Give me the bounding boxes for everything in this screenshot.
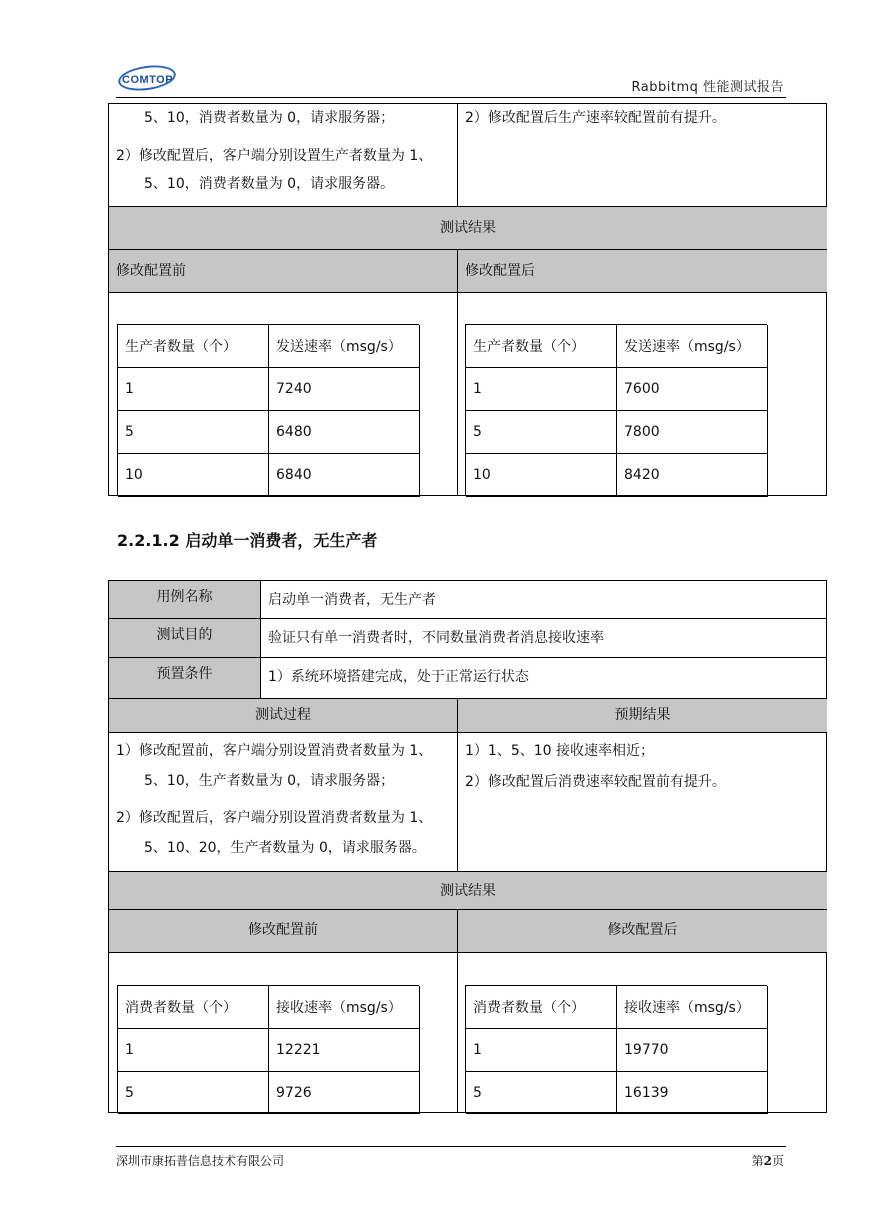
expected-line: 2）修改配置后生产速率较配置前有提升。 bbox=[465, 110, 726, 126]
page-number: 2 bbox=[763, 1154, 772, 1168]
table-cell: 1 bbox=[118, 1029, 269, 1072]
before-rate-table bbox=[117, 324, 419, 496]
result-header: 测试结果 bbox=[109, 207, 827, 250]
process-cell bbox=[109, 104, 458, 207]
page-suffix: 页 bbox=[771, 1154, 784, 1168]
process-line: 5、10，生产者数量为 0，请求服务器； bbox=[144, 773, 395, 789]
report-title: Rabbitmq 性能测试报告 bbox=[631, 80, 784, 95]
process-line: 5、10，消费者数量为 0，请求服务器； bbox=[144, 110, 395, 126]
before-label-cell: 修改配置前 bbox=[109, 910, 458, 953]
after-rate-table bbox=[465, 985, 767, 1113]
after-rate-table bbox=[465, 324, 767, 496]
expected-line: 2）修改配置后消费速率较配置前有提升。 bbox=[465, 774, 726, 790]
process-line: 5、10、20，生产者数量为 0，请求服务器。 bbox=[144, 840, 426, 856]
after-label-cell: 修改配置后 bbox=[458, 250, 827, 293]
process-header: 测试过程 bbox=[109, 699, 458, 733]
table-cell: 1 bbox=[118, 368, 269, 411]
process-line: 2）修改配置后，客户端分别设置生产者数量为 1、 bbox=[116, 148, 433, 164]
before-data-cell bbox=[109, 953, 458, 1113]
case-name-label: 用例名称 bbox=[109, 581, 261, 619]
after-data-cell bbox=[458, 293, 827, 496]
table-cell: 8420 bbox=[617, 454, 768, 497]
column-header: 消费者数量（个） bbox=[118, 986, 269, 1029]
process-line: 5、10，消费者数量为 0，请求服务器。 bbox=[144, 176, 395, 192]
before-rate-table bbox=[117, 985, 419, 1113]
table-cell: 5 bbox=[466, 411, 617, 454]
table-cell: 10 bbox=[466, 454, 617, 497]
test-case-table-2 bbox=[108, 580, 827, 1113]
table-cell: 19770 bbox=[617, 1029, 768, 1072]
after-data-cell bbox=[458, 953, 827, 1113]
table-cell: 16139 bbox=[617, 1072, 768, 1114]
header-rule bbox=[116, 97, 786, 98]
table-cell: 10 bbox=[118, 454, 269, 497]
logo-text: COMTOP bbox=[122, 74, 174, 86]
company-name: 深圳市康拓普信息技术有限公司 bbox=[116, 1154, 285, 1168]
case-name-value: 启动单一消费者，无生产者 bbox=[261, 581, 827, 619]
table-cell: 6840 bbox=[269, 454, 420, 497]
result-header: 测试结果 bbox=[109, 872, 827, 910]
expected-cell bbox=[458, 733, 827, 872]
process-line: 2）修改配置后，客户端分别设置消费者数量为 1、 bbox=[116, 810, 433, 826]
page-prefix: 第 bbox=[751, 1154, 764, 1168]
precondition-label: 预置条件 bbox=[109, 658, 261, 699]
purpose-value: 验证只有单一消费者时，不同数量消费者消息接收速率 bbox=[261, 619, 827, 658]
company-logo bbox=[116, 64, 180, 94]
expected-cell bbox=[458, 104, 827, 207]
table-cell: 7600 bbox=[617, 368, 768, 411]
table-cell: 5 bbox=[118, 411, 269, 454]
table-cell: 1 bbox=[466, 1029, 617, 1072]
table-cell: 7800 bbox=[617, 411, 768, 454]
footer-rule bbox=[116, 1146, 786, 1147]
table-cell: 5 bbox=[118, 1072, 269, 1114]
table-cell: 7240 bbox=[269, 368, 420, 411]
column-header: 消费者数量（个） bbox=[466, 986, 617, 1029]
column-header: 生产者数量（个） bbox=[466, 325, 617, 368]
column-header: 发送速率（msg/s） bbox=[617, 325, 768, 368]
table-cell: 12221 bbox=[269, 1029, 420, 1072]
column-header: 生产者数量（个） bbox=[118, 325, 269, 368]
table-cell: 5 bbox=[466, 1072, 617, 1114]
column-header: 发送速率（msg/s） bbox=[269, 325, 420, 368]
section-heading: 2.2.1.2 启动单一消费者，无生产者 bbox=[117, 531, 378, 550]
page-number-label bbox=[752, 1152, 784, 1169]
table-cell: 1 bbox=[466, 368, 617, 411]
table-cell: 9726 bbox=[269, 1072, 420, 1114]
page-header bbox=[116, 64, 786, 98]
column-header: 接收速率（msg/s） bbox=[617, 986, 768, 1029]
before-label-cell: 修改配置前 bbox=[109, 250, 458, 293]
precondition-value: 1）系统环境搭建完成，处于正常运行状态 bbox=[261, 658, 827, 699]
expected-header: 预期结果 bbox=[458, 699, 827, 733]
column-header: 接收速率（msg/s） bbox=[269, 986, 420, 1029]
page-footer bbox=[116, 1146, 786, 1168]
after-label-cell: 修改配置后 bbox=[458, 910, 827, 953]
table-cell: 6480 bbox=[269, 411, 420, 454]
test-case-table-1 bbox=[108, 103, 827, 496]
before-data-cell bbox=[109, 293, 458, 496]
process-cell bbox=[109, 733, 458, 872]
process-line: 1）修改配置前，客户端分别设置消费者数量为 1、 bbox=[116, 743, 433, 759]
expected-line: 1）1、5、10 接收速率相近； bbox=[465, 743, 654, 759]
purpose-label: 测试目的 bbox=[109, 619, 261, 658]
